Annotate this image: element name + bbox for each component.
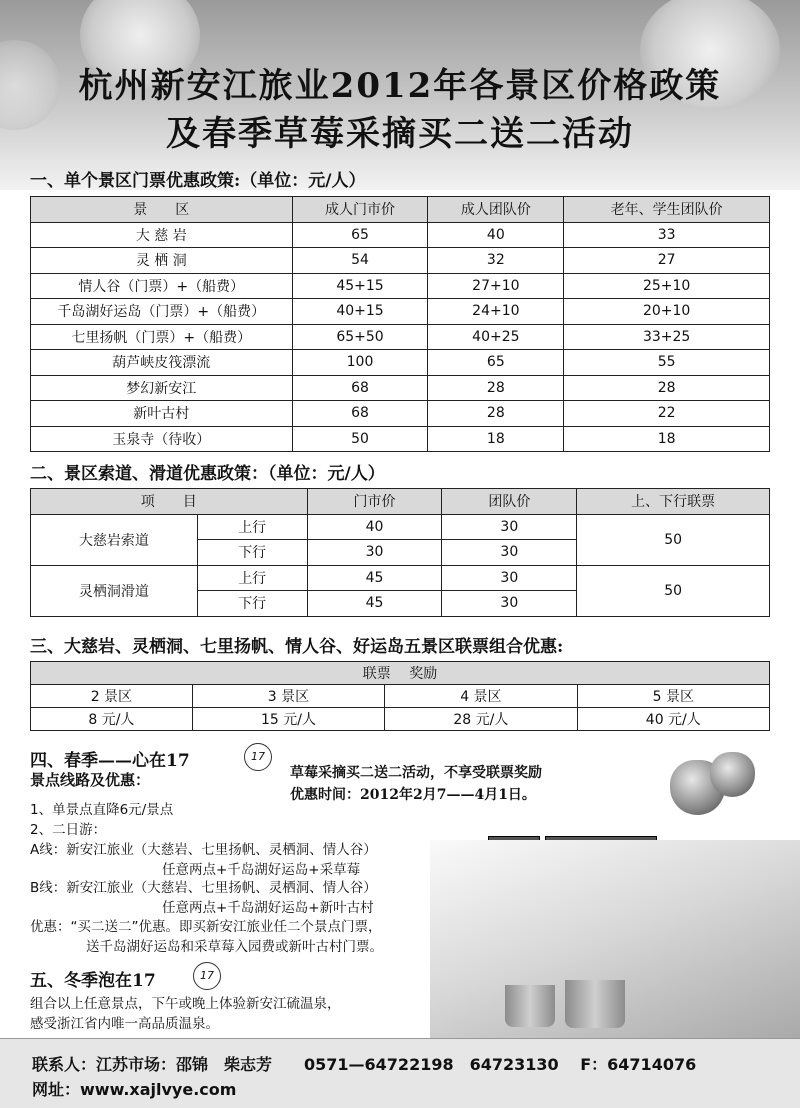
contact-info: 联系人：江苏市场：邵锦 柴志芳 0571—64722198 64723130 F：64714076: [32, 1055, 697, 1074]
promo-line2: 优惠时间：2012年2月7——4月1日。: [290, 787, 536, 803]
table-cell: 28: [428, 375, 564, 401]
table-cell: 30: [442, 514, 577, 540]
table-cell: 千岛湖好运岛（门票）+（船费）: [31, 299, 293, 325]
table-row: [31, 350, 770, 376]
section3-title: 三、大慈岩、灵栖洞、七里扬帆、情人谷、好运岛五景区联票组合优惠:: [30, 637, 564, 657]
table-cell: 68: [292, 375, 428, 401]
table-row: [31, 401, 770, 427]
table-row: [31, 222, 770, 248]
section1-title: 一、单个景区门票优惠政策:（单位：元/人）: [30, 171, 366, 191]
section5-title: 五、冬季泡在17: [30, 971, 156, 991]
column-header: 景 区: [31, 197, 293, 223]
offer-line1: 优惠：“买二送二”优惠。即买新安江旅业任二个景点门票，: [30, 919, 382, 935]
table-cell: 55: [564, 350, 770, 376]
table-cell: 33+25: [564, 324, 770, 350]
page-title-line2: 及春季草莓采摘买二送二活动: [166, 114, 634, 154]
table-cell: 40: [307, 514, 442, 540]
table-cell: 玉泉寺（待收）: [31, 426, 293, 452]
route-a-line2: 任意两点+千岛湖好运岛+采草莓: [162, 862, 361, 878]
table-cell: 上行: [197, 514, 307, 540]
table-cell: 100: [292, 350, 428, 376]
item-2: 2、二日游：: [30, 822, 107, 838]
promo-line1: 草莓采摘买二送二活动，不享受联票奖励: [290, 765, 542, 781]
table-cell: 65+50: [292, 324, 428, 350]
table-cell: 40+25: [428, 324, 564, 350]
table-row: [31, 248, 770, 274]
table-cell: 大 慈 岩: [31, 222, 293, 248]
table-cell: 上行: [197, 565, 307, 591]
table-cell: 30: [442, 591, 577, 617]
table-cell: 32: [428, 248, 564, 274]
combo-price: 50: [577, 514, 770, 565]
section4-subtitle: 景点线路及优惠：: [30, 771, 151, 789]
table-row: [31, 324, 770, 350]
route-b-line1: B线：新安江旅业（大慈岩、七里扬帆、灵栖洞、情人谷）: [30, 880, 377, 896]
table-cell: 30: [307, 540, 442, 566]
table-cell: 18: [428, 426, 564, 452]
table-cell: 18: [564, 426, 770, 452]
column-header: 成人团队价: [428, 197, 564, 223]
table-cell: 28: [564, 375, 770, 401]
section5-text1: 组合以上任意景点，下午或晚上体验新安江硫温泉，: [30, 996, 341, 1012]
section2-title: 二、景区索道、滑道优惠政策：（单位：元/人）: [30, 464, 385, 484]
table-row: [31, 514, 770, 540]
table-cell: 40: [428, 222, 564, 248]
cableway-price-table: [30, 488, 770, 617]
section4-title: 四、春季——心在17: [30, 751, 190, 771]
zone-count: 4 景区: [385, 685, 577, 708]
table-cell: 54: [292, 248, 428, 274]
column-header: 老年、学生团队价: [564, 197, 770, 223]
table-cell: 45+15: [292, 273, 428, 299]
section5-text2: 感受浙江省内唯一高品质温泉。: [30, 1016, 219, 1032]
table-row: [31, 565, 770, 591]
table-row: [31, 375, 770, 401]
bucket-image: [565, 980, 625, 1028]
logo-17-icon: 17: [244, 743, 272, 771]
table-row: [31, 299, 770, 325]
table-row: [31, 426, 770, 452]
logo-17-icon: 17: [193, 962, 221, 990]
table-cell: 下行: [197, 540, 307, 566]
table-cell: 灵 栖 洞: [31, 248, 293, 274]
route-b-line2: 任意两点+千岛湖好运岛+新叶古村: [162, 900, 374, 916]
combo-price: 50: [577, 565, 770, 616]
table-cell: 新叶古村: [31, 401, 293, 427]
table-cell: 65: [292, 222, 428, 248]
column-header: 成人门市价: [292, 197, 428, 223]
column-header: 上、下行联票: [577, 489, 770, 515]
table-cell: 45: [307, 565, 442, 591]
table-cell: 50: [292, 426, 428, 452]
reward-value: 8 元/人: [31, 708, 193, 731]
table-cell: 下行: [197, 591, 307, 617]
facility-name: 大慈岩索道: [31, 514, 198, 565]
facility-name: 灵栖洞滑道: [31, 565, 198, 616]
table-cell: 24+10: [428, 299, 564, 325]
website-link[interactable]: 网址：www.xajlvye.com: [32, 1080, 237, 1099]
table-cell: 33: [564, 222, 770, 248]
footer: [0, 1038, 800, 1108]
strawberry-promo: [290, 762, 542, 806]
table-cell: 30: [442, 565, 577, 591]
zone-count: 2 景区: [31, 685, 193, 708]
strawberry-image: [710, 752, 755, 797]
offer-line2: 送千岛湖好运岛和采草莓入园费或新叶古村门票。: [86, 939, 383, 955]
bucket-image: [505, 985, 555, 1027]
reward-value: 40 元/人: [577, 708, 769, 731]
route-a-line1: A线：新安江旅业（大慈岩、七里扬帆、灵栖洞、情人谷）: [30, 842, 377, 858]
table-cell: 葫芦峡皮筏漂流: [31, 350, 293, 376]
table-cell: 28: [428, 401, 564, 427]
zone-count: 3 景区: [192, 685, 384, 708]
table-cell: 27: [564, 248, 770, 274]
table-cell: 68: [292, 401, 428, 427]
column-header: 团队价: [442, 489, 577, 515]
combo-header: 联票 奖励: [31, 662, 770, 685]
table-cell: 65: [428, 350, 564, 376]
table-cell: 20+10: [564, 299, 770, 325]
table-cell: 梦幻新安江: [31, 375, 293, 401]
column-header: 门市价: [307, 489, 442, 515]
combo-ticket-table: [30, 661, 770, 731]
ticket-price-table: [30, 196, 770, 452]
page-title-line1: 杭州新安江旅业2012年各景区价格政策: [78, 66, 722, 106]
reward-value: 15 元/人: [192, 708, 384, 731]
table-cell: 27+10: [428, 273, 564, 299]
table-cell: 25+10: [564, 273, 770, 299]
column-header: 项 目: [31, 489, 308, 515]
table-cell: 45: [307, 591, 442, 617]
table-cell: 30: [442, 540, 577, 566]
table-cell: 七里扬帆（门票）+（船费）: [31, 324, 293, 350]
reward-value: 28 元/人: [385, 708, 577, 731]
table-cell: 22: [564, 401, 770, 427]
item-1: 1、单景点直降6元/景点: [30, 802, 174, 818]
zone-count: 5 景区: [577, 685, 769, 708]
table-cell: 40+15: [292, 299, 428, 325]
table-cell: 情人谷（门票）+（船费）: [31, 273, 293, 299]
table-row: [31, 273, 770, 299]
